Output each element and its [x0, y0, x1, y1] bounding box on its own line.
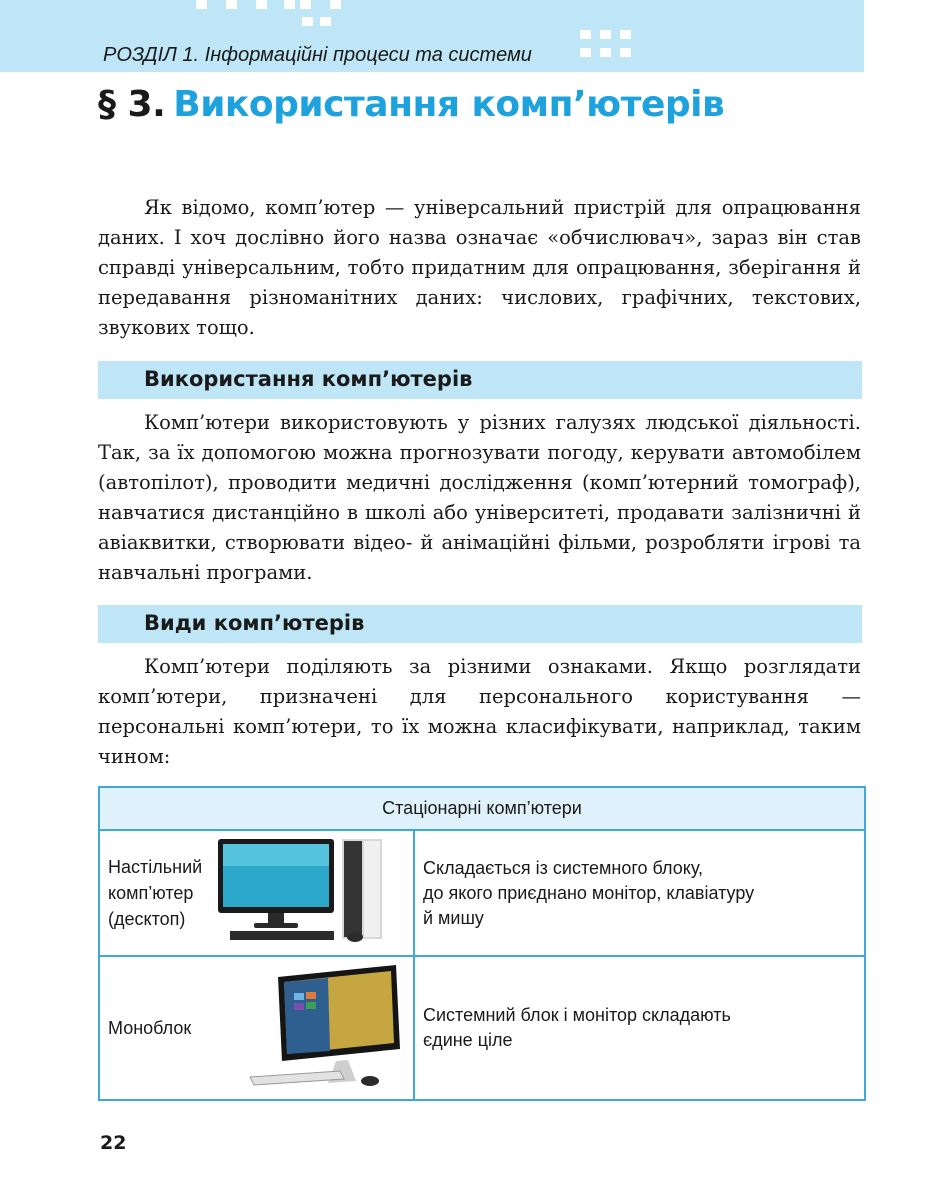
subsection-band [98, 361, 862, 399]
section-heading [98, 84, 724, 125]
table-row [99, 830, 865, 956]
monoblock-cell [99, 956, 414, 1100]
section-title: Використання комп’ютерів [173, 84, 725, 125]
types-paragraph: Комп’ютери поділяють за різними ознаками. Якщо розглядати комп’ютери, призначені для персонального користування — персональні комп’ютери, то їх можна класифікувати, наприклад, таким чином: [98, 655, 861, 768]
page-number: 22 [100, 1132, 127, 1154]
subsection-heading: Види комп’ютерів [144, 611, 365, 635]
section-number: § 3. [98, 84, 166, 125]
desktop-computer-icon [216, 837, 410, 949]
desktop-cell [99, 830, 414, 956]
table-header: Стаціонарні комп’ютери [99, 787, 865, 830]
row-name: Моноблок [108, 1018, 192, 1038]
computer-types-table [98, 786, 866, 1101]
intro-paragraph: Як відомо, комп’ютер — універсальний пристрій для опрацювання даних. І хоч дослівно його назва означає «обчислювач», зараз він став справді універсальним, тобто придатним для опрацювання, зберігання й передавання різноманітних даних: числових, графічних, текстових, звукових тощо. [98, 196, 861, 339]
row-name: Настільний комп’ютер (десктоп) [108, 857, 203, 929]
usage-paragraph: Комп’ютери використовують у різних галузях людської діяльності. Так, за їх допомогою можна прогнозувати погоду, керувати автомобілем (автопілот), проводити медичні дослідження (комп’ютерний томограф), навчатися дистанційно в школі або університеті, продавати залізничні й авіаквитки, створювати відео- й анімаційні фільми, розробляти ігрові та навчальні програми. [98, 411, 861, 584]
chapter-title: РОЗДІЛ 1. Інформаційні процеси та системи [103, 44, 532, 66]
desktop-description: Складається із системного блоку, до якого приєднано монітор, клавіатуру й мишу [414, 830, 865, 956]
monoblock-description: Системний блок і монітор складають єдине ціле [414, 956, 865, 1100]
subsection-band [98, 605, 862, 643]
all-in-one-computer-icon [248, 963, 408, 1095]
table-row [99, 956, 865, 1100]
top-banner [0, 0, 864, 72]
subsection-heading: Використання комп’ютерів [144, 367, 473, 391]
